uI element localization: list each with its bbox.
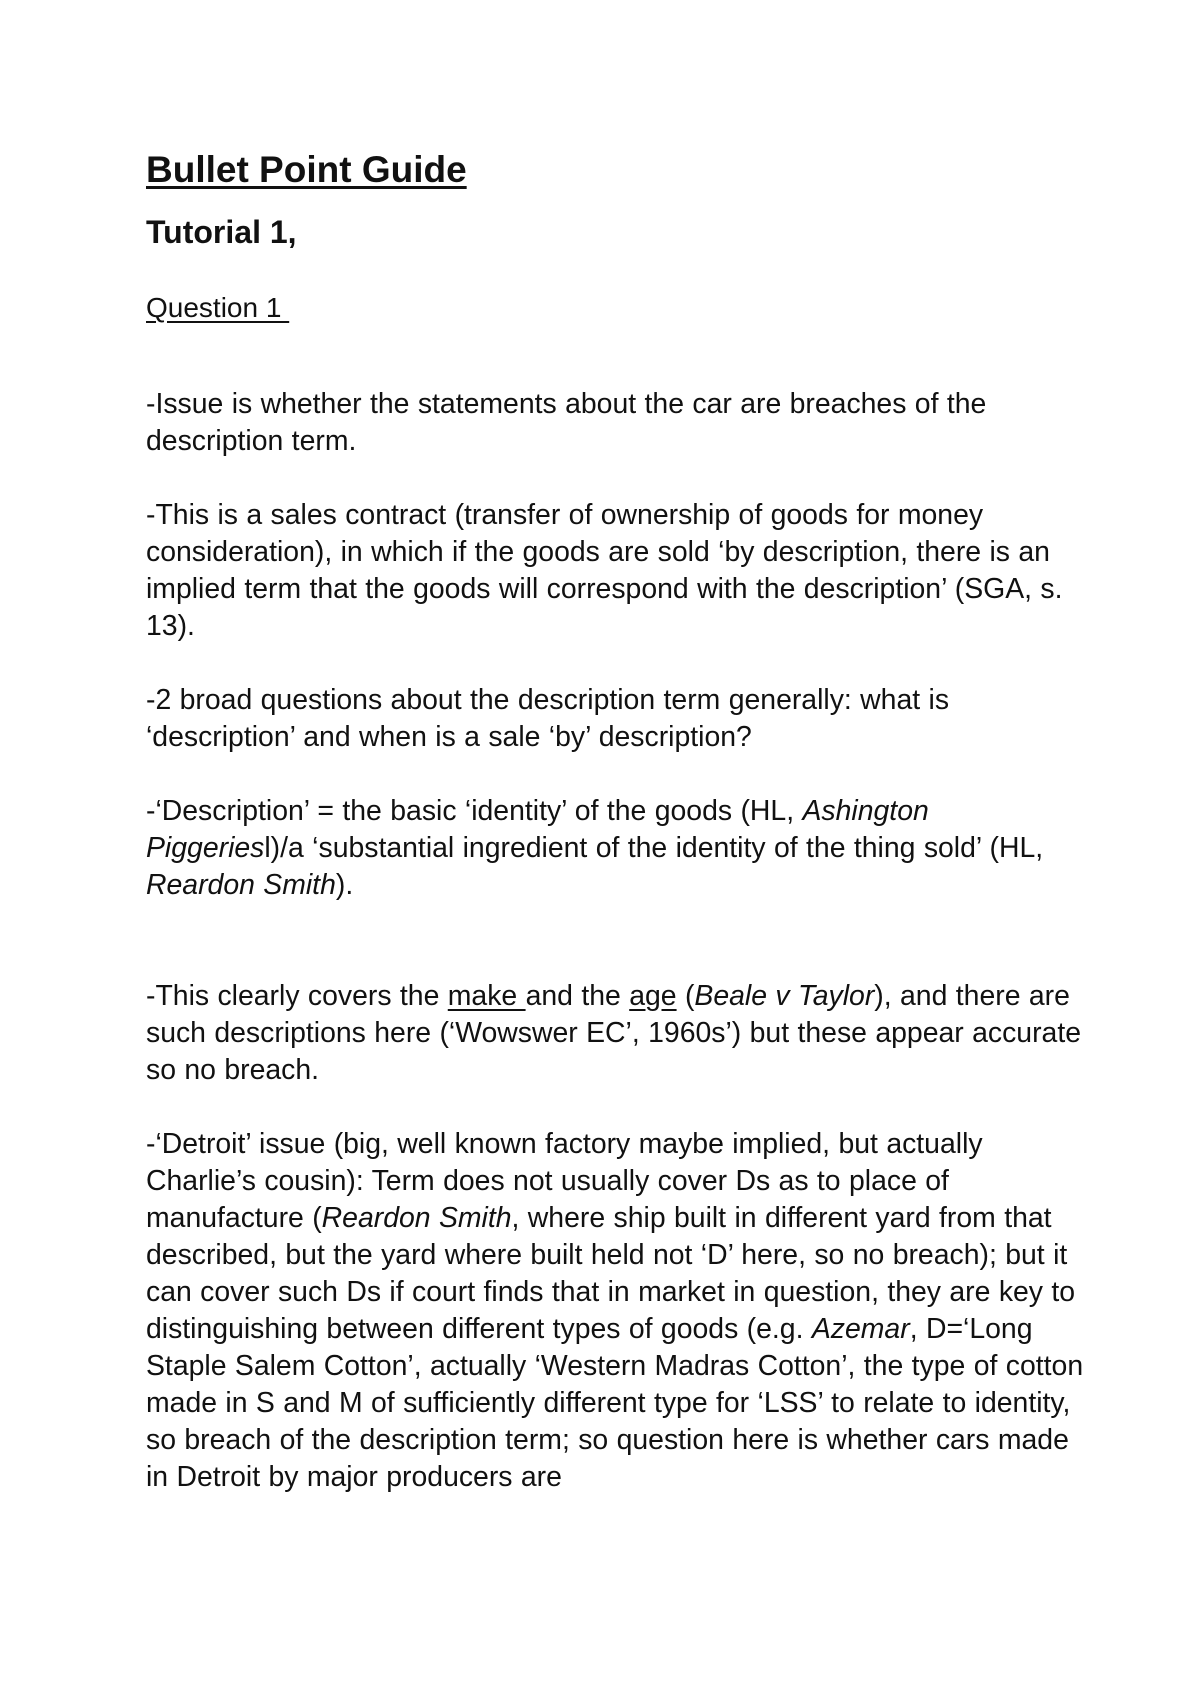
paragraph-text: l)/a ‘substantial ingredient of the identity of the thing sold’ (HL, bbox=[264, 832, 1044, 864]
paragraph-text: ), and there are such descriptions here (‘Wowswer EC’, 1960s’) but these appear accurate so no breach. bbox=[146, 980, 1082, 1086]
paragraph-text: -‘Detroit’ issue (big, well known factory maybe implied, but actually Charlie’s cousin): Term does not usually cover Ds as to place of manufacture ( bbox=[146, 1128, 983, 1234]
paragraph-broad-questions bbox=[146, 682, 1086, 756]
paragraph-text: , where ship built in different yard from that described, but the yard where built held not ‘D’ here, so no breach); but it can cover such Ds if court finds that in market in question, they are key to distinguishing between different types of goods (e.g. bbox=[146, 1202, 1076, 1345]
paragraph-sales-contract bbox=[146, 497, 1086, 645]
paragraph-text: ( bbox=[676, 980, 695, 1012]
paragraph-description-definition bbox=[146, 793, 1086, 904]
paragraph-detroit-issue bbox=[146, 1126, 1086, 1496]
tutorial-heading: Tutorial 1, bbox=[146, 214, 297, 250]
case-name: Ashington Piggeries bbox=[146, 795, 929, 864]
paragraph-text: , D=‘Long Staple Salem Cotton’, actually ‘Western Madras Cotton’, the type of cotton made in S and M of sufficiently different type for ‘LSS’ to relate to identity, so breach of the description term; so question here is whether cars made in Detroit by major producers are bbox=[146, 1313, 1084, 1493]
paragraph-text: -This clearly covers the bbox=[146, 980, 448, 1012]
paragraph-make-and-age bbox=[146, 978, 1086, 1089]
paragraph-text: and the bbox=[525, 980, 630, 1012]
underlined-term: age bbox=[629, 980, 677, 1012]
underlined-term: make bbox=[447, 980, 526, 1012]
case-name: Azemar bbox=[811, 1313, 910, 1345]
paragraph-text: -‘Description’ = the basic ‘identity’ of the goods (HL, bbox=[146, 795, 803, 827]
case-name: Reardon Smith bbox=[321, 1202, 512, 1234]
question-heading: Question 1 bbox=[146, 292, 290, 323]
paragraph-text: -Issue is whether the statements about the car are breaches of the description term. bbox=[146, 388, 987, 457]
document-title: Bullet Point Guide bbox=[146, 149, 467, 190]
paragraph-text: -This is a sales contract (transfer of ownership of goods for money consideration), in which if the goods are sold ‘by description, there is an implied term that the goods will correspond with the description’ (SGA, s. 13). bbox=[146, 499, 1063, 642]
case-name: Reardon Smith bbox=[146, 869, 336, 901]
paragraph-text: -2 broad questions about the description term generally: what is ‘description’ and when is a sale ‘by’ description? bbox=[146, 684, 950, 753]
case-name: Beale v Taylor bbox=[694, 980, 875, 1012]
paragraph-issue bbox=[146, 386, 1086, 460]
paragraph-text: ). bbox=[335, 869, 354, 901]
document-body bbox=[146, 146, 1086, 1496]
